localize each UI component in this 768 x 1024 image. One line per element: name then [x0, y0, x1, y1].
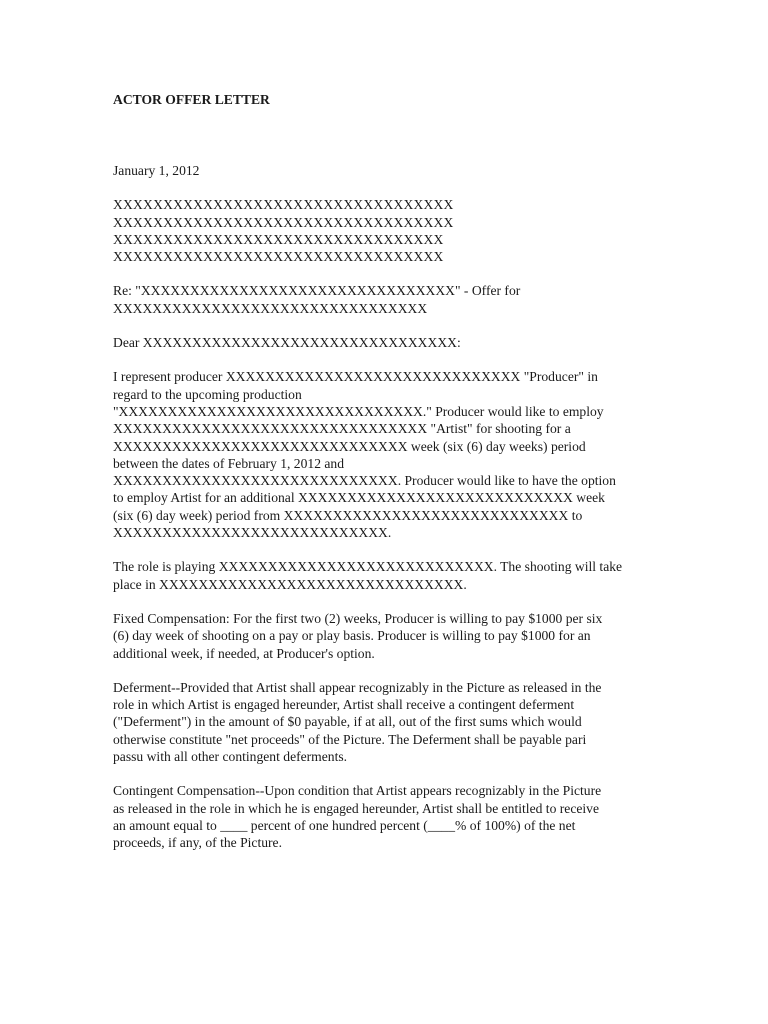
paragraph-line: XXXXXXXXXXXXXXXXXXXXXXXXXXXXXX week (six (6) day weeks) period: [113, 438, 586, 454]
re-line-text: Re: "XXXXXXXXXXXXXXXXXXXXXXXXXXXXXXXX" - Offer for: [113, 283, 521, 299]
paragraph-line: as released in the role in which he is engaged hereunder, Artist shall be entitled to receive: [113, 800, 600, 816]
paragraph-line: role in which Artist is engaged hereunder, Artist shall receive a contingent deferment: [113, 697, 575, 713]
paragraph-line: XXXXXXXXXXXXXXXXXXXXXXXXXXXX.: [113, 525, 392, 541]
paragraph-line: proceeds, if any, of the Picture.: [113, 835, 282, 851]
paragraph-line: ("Deferment") in the amount of $0 payable, if at all, out of the first sums which would: [113, 714, 582, 730]
paragraph-line: regard to the upcoming production: [113, 386, 302, 402]
paragraph-line: to employ Artist for an additional XXXXXXXXXXXXXXXXXXXXXXXXXXXX week: [113, 490, 605, 506]
paragraph-line: place in XXXXXXXXXXXXXXXXXXXXXXXXXXXXXXX.: [113, 576, 467, 592]
address-line: XXXXXXXXXXXXXXXXXXXXXXXXXXXXXXXXXX: [113, 197, 454, 213]
re-line: [113, 282, 658, 317]
paragraph-line: (six (6) day week) period from XXXXXXXXXXXXXXXXXXXXXXXXXXXXX to: [113, 507, 583, 523]
paragraph-line: an amount equal to ____ percent of one hundred percent (____% of 100%) of the net: [113, 817, 576, 833]
paragraph-role: [113, 558, 658, 593]
paragraph-line: between the dates of February 1, 2012 and: [113, 455, 345, 471]
letter-body: [113, 90, 658, 852]
paragraph-line: Deferment--Provided that Artist shall appear recognizably in the Picture as released in the: [113, 679, 602, 695]
paragraph-line: XXXXXXXXXXXXXXXXXXXXXXXXXXXXX. Producer would like to have the option: [113, 473, 616, 489]
re-line-text: XXXXXXXXXXXXXXXXXXXXXXXXXXXXXXXX: [113, 300, 428, 316]
paragraph-line: The role is playing XXXXXXXXXXXXXXXXXXXXXXXXXXXX. The shooting will take: [113, 559, 623, 575]
letter-date: January 1, 2012: [113, 163, 200, 178]
paragraph-line: "XXXXXXXXXXXXXXXXXXXXXXXXXXXXXXX." Producer would like to employ: [113, 403, 604, 419]
paragraph-line: XXXXXXXXXXXXXXXXXXXXXXXXXXXXXXXX "Artist" for shooting for a: [113, 421, 571, 437]
paragraph-line: I represent producer XXXXXXXXXXXXXXXXXXXXXXXXXXXXXX "Producer" in: [113, 369, 598, 385]
paragraph-deferment: [113, 679, 658, 765]
paragraph-fixed-compensation: [113, 610, 658, 662]
paragraph-line: additional week, if needed, at Producer's option.: [113, 645, 375, 661]
recipient-address: [113, 196, 658, 265]
paragraph-line: otherwise constitute "net proceeds" of the Picture. The Deferment shall be payable pari: [113, 731, 587, 747]
paragraph-contingent-compensation: [113, 782, 658, 851]
address-line: XXXXXXXXXXXXXXXXXXXXXXXXXXXXXXXXX: [113, 249, 444, 265]
paragraph-line: Fixed Compensation: For the first two (2) weeks, Producer is willing to pay $1000 per six: [113, 610, 603, 626]
document-title: ACTOR OFFER LETTER: [113, 92, 270, 107]
paragraph-line: Contingent Compensation--Upon condition that Artist appears recognizably in the Picture: [113, 783, 602, 799]
paragraph-line: passu with all other contingent deferments.: [113, 749, 348, 765]
address-line: XXXXXXXXXXXXXXXXXXXXXXXXXXXXXXXXX: [113, 231, 444, 247]
salutation: Dear XXXXXXXXXXXXXXXXXXXXXXXXXXXXXXXX:: [113, 335, 461, 351]
paragraph-line: (6) day week of shooting on a pay or play basis. Producer is willing to pay $1000 for an: [113, 628, 591, 644]
address-line: XXXXXXXXXXXXXXXXXXXXXXXXXXXXXXXXXX: [113, 214, 454, 230]
paragraph-intro: [113, 368, 658, 541]
